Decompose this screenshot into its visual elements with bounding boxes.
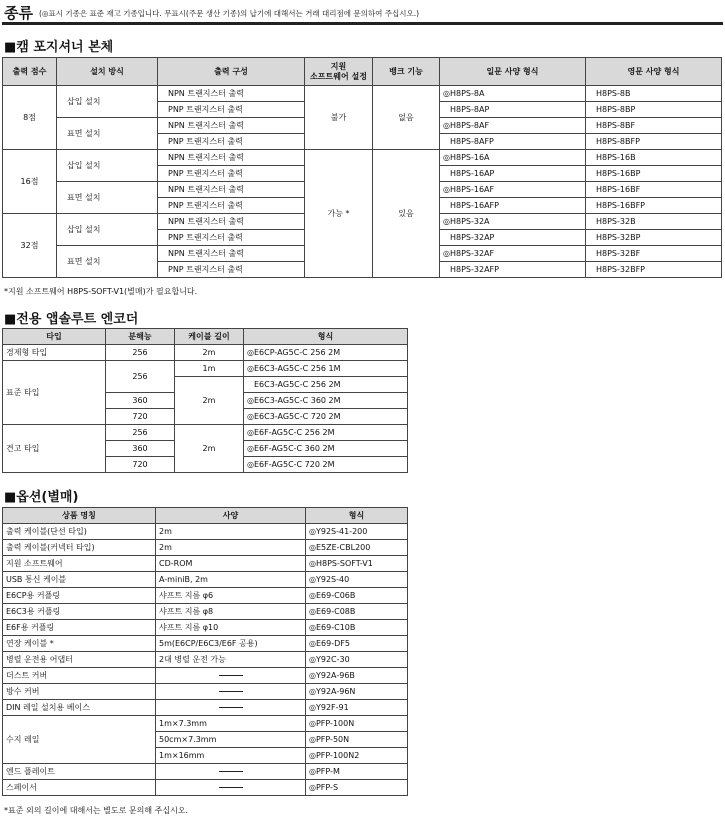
output-cell: NPN 트랜지스터 출력 bbox=[158, 182, 305, 198]
output-cell: PNP 트랜지스터 출력 bbox=[158, 166, 305, 182]
spec-cell: 샤프트 지름 φ6 bbox=[156, 588, 306, 604]
en-model-cell: H8PS-8BF bbox=[586, 118, 722, 134]
table-row bbox=[3, 700, 408, 716]
title-text: 종류 bbox=[4, 4, 33, 22]
product-name-cell: E6F용 커플링 bbox=[3, 620, 156, 636]
table-row bbox=[3, 556, 408, 572]
resolution-cell: 720 bbox=[106, 409, 175, 425]
model-cell: ◎Y92S-41-200 bbox=[306, 524, 408, 540]
jp-model-cell: ◎H8PS-8AF bbox=[440, 118, 586, 134]
col-model: 형식 bbox=[244, 329, 408, 345]
mount-cell: 표면 설치 bbox=[57, 182, 158, 214]
en-model-cell: H8PS-16B bbox=[586, 150, 722, 166]
model-cell: ◎Y92A-96N bbox=[306, 684, 408, 700]
table-row bbox=[3, 572, 408, 588]
product-name-cell: 엔드 플레이트 bbox=[3, 764, 156, 780]
resolution-cell: 720 bbox=[106, 457, 175, 473]
table-row bbox=[3, 716, 408, 732]
jp-model-cell: ◎H8PS-8A bbox=[440, 86, 586, 102]
model-cell: E6C3-AG5C-C 256 2M bbox=[244, 377, 408, 393]
model-cell: ◎Y92S-40 bbox=[306, 572, 408, 588]
stock-note: (◎표시 기종은 표준 재고 기종입니다. 무표시(주문 생산 기종)의 납기에 대해서는 거래 대리점에 문의하여 주십시오.) bbox=[38, 9, 420, 18]
mount-cell: 삽입 설치 bbox=[57, 214, 158, 246]
jp-model-cell: H8PS-8AP bbox=[440, 102, 586, 118]
points-cell: 32점 bbox=[3, 214, 57, 278]
table-row bbox=[3, 764, 408, 780]
spec-cell: 50cm×7.3mm bbox=[156, 732, 306, 748]
support-cell: 가능 * bbox=[305, 150, 373, 278]
model-cell: ◎E6F-AG5C-C 360 2M bbox=[244, 441, 408, 457]
model-cell: ◎E5ZE-CBL200 bbox=[306, 540, 408, 556]
model-cell: ◎E6CP-AG5C-C 256 2M bbox=[244, 345, 408, 361]
jp-model-cell: H8PS-16AP bbox=[440, 166, 586, 182]
points-cell: 16점 bbox=[3, 150, 57, 214]
spec-cell: 1m×7.3mm bbox=[156, 716, 306, 732]
section-options-title: ■옵션(별매) bbox=[4, 490, 79, 505]
support-cell: 불가 bbox=[305, 86, 373, 150]
spec-cell bbox=[156, 700, 306, 716]
col-spec: 사양 bbox=[156, 508, 306, 524]
page-title bbox=[4, 2, 419, 23]
col-output-config: 출력 구성 bbox=[158, 58, 305, 86]
product-name-cell: E6CP용 커플링 bbox=[3, 588, 156, 604]
jp-model-cell: H8PS-8AFP bbox=[440, 134, 586, 150]
output-cell: PNP 트랜지스터 출력 bbox=[158, 262, 305, 278]
model-cell: ◎Y92A-96B bbox=[306, 668, 408, 684]
model-cell: ◎E69-C08B bbox=[306, 604, 408, 620]
section1-footnote: *지원 소프트웨어 H8PS-SOFT-V1(별매)가 필요합니다. bbox=[4, 287, 198, 296]
section3-footnote: *표준 외의 길이에 대해서는 별도로 문의해 주십시오. bbox=[4, 806, 189, 815]
output-cell: NPN 트랜지스터 출력 bbox=[158, 246, 305, 262]
en-model-cell: H8PS-8BP bbox=[586, 102, 722, 118]
en-model-cell: H8PS-8BFP bbox=[586, 134, 722, 150]
col-jp-model: 일문 사양 형식 bbox=[440, 58, 586, 86]
dash-line bbox=[219, 707, 243, 708]
cam-positioner-table bbox=[2, 57, 722, 278]
type-cell: 경제형 타입 bbox=[3, 345, 106, 361]
product-name-cell: 스페이서 bbox=[3, 780, 156, 796]
mount-cell: 표면 설치 bbox=[57, 246, 158, 278]
model-cell: ◎E6C3-AG5C-C 720 2M bbox=[244, 409, 408, 425]
spec-cell: 2m bbox=[156, 524, 306, 540]
product-name-cell: E6C3용 커플링 bbox=[3, 604, 156, 620]
resolution-cell: 360 bbox=[106, 441, 175, 457]
jp-model-cell: H8PS-16AFP bbox=[440, 198, 586, 214]
table-row bbox=[3, 684, 408, 700]
product-name-cell: 출력 케이블(커넥터 타입) bbox=[3, 540, 156, 556]
col-output-points: 출력 점수 bbox=[3, 58, 57, 86]
bank-cell: 없음 bbox=[373, 86, 440, 150]
spec-cell bbox=[156, 668, 306, 684]
dash-line bbox=[219, 787, 243, 788]
en-model-cell: H8PS-32B bbox=[586, 214, 722, 230]
model-cell: ◎E6F-AG5C-C 720 2M bbox=[244, 457, 408, 473]
mount-cell: 표면 설치 bbox=[57, 118, 158, 150]
type-cell: 표준 타입 bbox=[3, 361, 106, 425]
col-mount-method: 설치 방식 bbox=[57, 58, 158, 86]
product-name-cell: 연장 케이블 * bbox=[3, 636, 156, 652]
encoder-table bbox=[2, 328, 408, 473]
output-cell: NPN 트랜지스터 출력 bbox=[158, 118, 305, 134]
model-cell: ◎H8PS-SOFT-V1 bbox=[306, 556, 408, 572]
output-cell: NPN 트랜지스터 출력 bbox=[158, 214, 305, 230]
model-cell: ◎PFP-50N bbox=[306, 732, 408, 748]
table-row bbox=[3, 668, 408, 684]
product-name-cell: 병렬 운전용 어댑터 bbox=[3, 652, 156, 668]
section-cam-positioner-title: ■캠 포지셔너 본체 bbox=[4, 40, 114, 55]
model-cell: ◎PFP-100N bbox=[306, 716, 408, 732]
model-cell: ◎E6C3-AG5C-C 256 1M bbox=[244, 361, 408, 377]
table-row bbox=[3, 652, 408, 668]
spec-cell: 2대 병렬 운전 가능 bbox=[156, 652, 306, 668]
model-cell: ◎PFP-M bbox=[306, 764, 408, 780]
spec-cell: 샤프트 지름 φ8 bbox=[156, 604, 306, 620]
spec-cell: 샤프트 지름 φ10 bbox=[156, 620, 306, 636]
dash-line bbox=[219, 691, 243, 692]
model-cell: ◎Y92C-30 bbox=[306, 652, 408, 668]
output-cell: PNP 트랜지스터 출력 bbox=[158, 230, 305, 246]
col-software-support: 지원 소프트웨어 설정 bbox=[305, 58, 373, 86]
en-model-cell: H8PS-16BFP bbox=[586, 198, 722, 214]
model-cell: ◎E6C3-AG5C-C 360 2M bbox=[244, 393, 408, 409]
col-cable-length: 케이블 길이 bbox=[175, 329, 244, 345]
model-cell: ◎Y92F-91 bbox=[306, 700, 408, 716]
spec-cell: A-miniB, 2m bbox=[156, 572, 306, 588]
spec-cell bbox=[156, 780, 306, 796]
model-cell: ◎E69-C10B bbox=[306, 620, 408, 636]
output-cell: PNP 트랜지스터 출력 bbox=[158, 134, 305, 150]
dash-line bbox=[219, 771, 243, 772]
type-cell: 견고 타입 bbox=[3, 425, 106, 473]
product-name-cell: 지원 소프트웨어 bbox=[3, 556, 156, 572]
table-row bbox=[3, 524, 408, 540]
cable-cell: 2m bbox=[175, 377, 244, 425]
product-name-cell: 출력 케이블(단선 타입) bbox=[3, 524, 156, 540]
col-en-model: 영문 사양 형식 bbox=[586, 58, 722, 86]
section-encoder-title: ■전용 앱솔루트 엔코더 bbox=[4, 312, 139, 327]
model-cell: ◎E6F-AG5C-C 256 2M bbox=[244, 425, 408, 441]
dash-line bbox=[219, 675, 243, 676]
options-table bbox=[2, 507, 408, 796]
resolution-cell: 360 bbox=[106, 393, 175, 409]
resolution-cell: 256 bbox=[106, 361, 175, 393]
output-cell: PNP 트랜지스터 출력 bbox=[158, 102, 305, 118]
en-model-cell: H8PS-16BP bbox=[586, 166, 722, 182]
resolution-cell: 256 bbox=[106, 345, 175, 361]
model-cell: ◎E69-DF5 bbox=[306, 636, 408, 652]
points-cell: 8점 bbox=[3, 86, 57, 150]
table-row bbox=[3, 636, 408, 652]
en-model-cell: H8PS-32BP bbox=[586, 230, 722, 246]
spec-cell: 5m(E6CP/E6C3/E6F 공용) bbox=[156, 636, 306, 652]
col-type: 타입 bbox=[3, 329, 106, 345]
table-row bbox=[3, 780, 408, 796]
table-row bbox=[3, 604, 408, 620]
resolution-cell: 256 bbox=[106, 425, 175, 441]
cable-cell: 2m bbox=[175, 425, 244, 473]
jp-model-cell: H8PS-32AFP bbox=[440, 262, 586, 278]
mount-cell: 삽입 설치 bbox=[57, 150, 158, 182]
product-name-cell: 방수 커버 bbox=[3, 684, 156, 700]
col-model: 형식 bbox=[306, 508, 408, 524]
spec-cell: 2m bbox=[156, 540, 306, 556]
model-cell: ◎PFP-S bbox=[306, 780, 408, 796]
product-name-cell: 더스트 커버 bbox=[3, 668, 156, 684]
jp-model-cell: ◎H8PS-32A bbox=[440, 214, 586, 230]
table-row bbox=[3, 540, 408, 556]
jp-model-cell: ◎H8PS-16A bbox=[440, 150, 586, 166]
spec-cell bbox=[156, 764, 306, 780]
title-rule bbox=[2, 22, 723, 25]
col-product-name: 상품 명칭 bbox=[3, 508, 156, 524]
output-cell: NPN 트랜지스터 출력 bbox=[158, 150, 305, 166]
spec-cell: 1m×16mm bbox=[156, 748, 306, 764]
en-model-cell: H8PS-8B bbox=[586, 86, 722, 102]
output-cell: NPN 트랜지스터 출력 bbox=[158, 86, 305, 102]
en-model-cell: H8PS-32BFP bbox=[586, 262, 722, 278]
jp-model-cell: ◎H8PS-16AF bbox=[440, 182, 586, 198]
spec-cell bbox=[156, 684, 306, 700]
en-model-cell: H8PS-32BF bbox=[586, 246, 722, 262]
spec-cell: CD-ROM bbox=[156, 556, 306, 572]
output-cell: PNP 트랜지스터 출력 bbox=[158, 198, 305, 214]
model-cell: ◎PFP-100N2 bbox=[306, 748, 408, 764]
table-row bbox=[3, 620, 408, 636]
cable-cell: 2m bbox=[175, 345, 244, 361]
jp-model-cell: H8PS-32AP bbox=[440, 230, 586, 246]
table-row bbox=[3, 588, 408, 604]
col-bank: 뱅크 기능 bbox=[373, 58, 440, 86]
col-resolution: 분해능 bbox=[106, 329, 175, 345]
bank-cell: 있음 bbox=[373, 150, 440, 278]
en-model-cell: H8PS-16BF bbox=[586, 182, 722, 198]
cable-cell: 1m bbox=[175, 361, 244, 377]
model-cell: ◎E69-C06B bbox=[306, 588, 408, 604]
product-name-cell: USB 통신 케이블 bbox=[3, 572, 156, 588]
jp-model-cell: ◎H8PS-32AF bbox=[440, 246, 586, 262]
mount-cell: 삽입 설치 bbox=[57, 86, 158, 118]
product-name-cell: DIN 레일 설치용 베이스 bbox=[3, 700, 156, 716]
product-name-cell: 수지 레일 bbox=[3, 716, 156, 764]
